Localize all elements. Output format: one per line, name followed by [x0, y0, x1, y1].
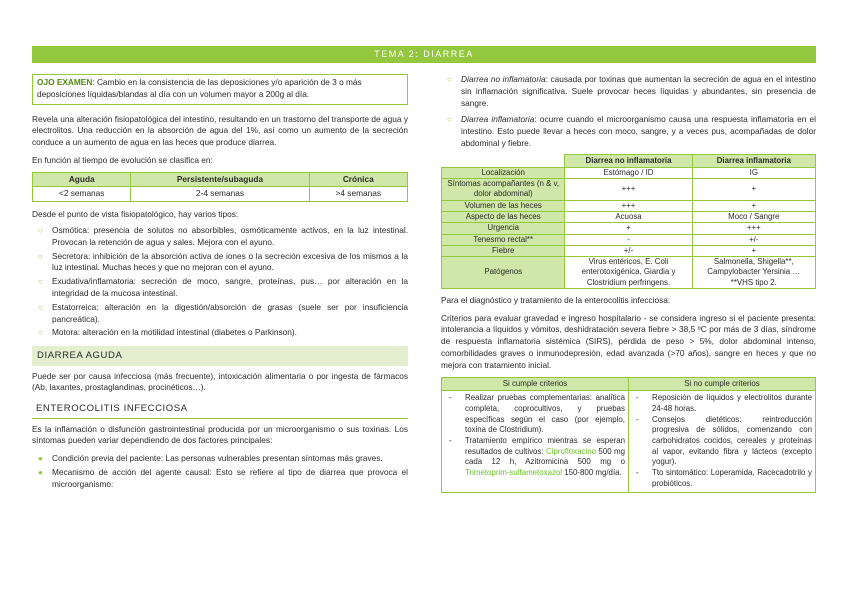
- evolution-table: [32, 172, 408, 203]
- exam-note-text: : Cambio en la consistencia de las deposiciones y/o aparición de 3 o más deposiciones líquidas/blandas al día con un volumen mayor a 200g al día.: [37, 77, 362, 99]
- list-item: ○ Motora: alteración en la motilidad intestinal (diabetes o Parkinson).: [38, 327, 297, 338]
- dash-bullet-icon: -: [636, 393, 639, 403]
- list-item: - Tratamiento empírico mientras se esperan resultados de cultivos: Ciprofloxacino 500 mg cada 12 h, Azitromicina 500 mg o Trimetoprim-sulfametoxazol 150-800 mg/día.: [449, 435, 625, 477]
- list-item: - Consejos dietéticos: reintroducción progresiva de sólidos, comenzando con carbohidratos cocidos, cereales y proteínas al vapor, evitando fibra y lácteos (excepto yogur).: [636, 414, 812, 467]
- table-row: Aspecto de las heces Acuosa Moco / Sangre: [442, 212, 816, 223]
- circle-bullet-icon: ○: [447, 115, 452, 125]
- comparison-header-noninflammatory: Diarrea no inflamatoria: [565, 154, 692, 167]
- list-item: ○ Diarrea no inflamatoria: causada por toxinas que aumentan la secreción de agua en el intestino sin inflamación significativa. Suele provocar heces líquidas y abundantes, sin presencia de sangre.: [447, 74, 816, 108]
- evolution-header-chronic: Crónica: [309, 172, 407, 187]
- exam-note-box: [32, 74, 408, 105]
- drug-tmp-smx: Trimetoprim-sulfametoxazol: [465, 467, 563, 477]
- list-item: ○ Estatorreica: alteración en la digestión/absorción de grasas (suele ser por insuficiencia pancreática).: [38, 301, 408, 324]
- evolution-header-persistent: Persistente/subaguda: [131, 172, 309, 187]
- table-row: Tenesmo rectal** - +/-: [442, 234, 816, 245]
- table-row: Volumen de las heces +++ +: [442, 200, 816, 211]
- criteria-paragraph: Criterios para evaluar gravedad e ingreso hospitalario - se considera ingreso si el paciente presenta: intolerancia a líquidos y vómitos, deshidratación severa fiebre > 38,5 ºC por más de 3 días, síndrome de respuesta inflamatoria sistémica (SIRS), pérdida de peso > 5%, dolor abdominal intenso, comorbilidades graves o inmunodepresión, edad avanzada (>70 años), sangre en heces y que no mejora con tratamiento inicial.: [441, 312, 816, 370]
- evolution-value-chronic: >4 semanas: [309, 187, 407, 202]
- list-item: ○ Exudativa/inflamatoria: secreción de moco, sangre, proteínas, pus… por alteración en la integridad de la mucosa intestinal.: [38, 276, 408, 298]
- evolution-intro: En función al tiempo de evolución se clasifica en:: [32, 154, 213, 165]
- circle-bullet-icon: ○: [38, 302, 43, 312]
- list-item: ○ Osmótica: presencia de solutos no absorbibles, osmóticamente activos, en la luz intestinal. Provocan la retención de agua y sales. Mejora con el ayuno.: [38, 225, 408, 247]
- dash-bullet-icon: -: [636, 414, 639, 424]
- list-item: - Reposición de líquidos y electrolitos durante 24-48 horas.: [636, 393, 812, 413]
- criteria-table: [441, 377, 816, 494]
- dash-bullet-icon: -: [449, 393, 452, 403]
- evolution-value-acute: <2 semanas: [33, 187, 131, 202]
- exam-note-label: OJO EXAMEN: [37, 77, 93, 87]
- factors-list: [32, 453, 408, 490]
- table-row: Síntomas acompañantes (n & v, dolor abdominal) +++ +: [442, 179, 816, 201]
- circle-bullet-icon: ○: [447, 75, 452, 84]
- dash-bullet-icon: -: [449, 435, 452, 445]
- list-item: - Realizar pruebas complementarias: analítica completa, coprocultivos, y pruebas específicas según el caso (por ejemplo, toxina de Clostridium).: [449, 393, 625, 435]
- intro-paragraph: Revela una alteración fisiopatológica del intestino, resultando en un trastorno del transporte de agua y electrolitos. Una reducción en la absorción de agua del 1%, así como un aumento de la secreción conduce a un aumento de agua en las heces que produce diarrea.: [32, 113, 408, 148]
- dash-bullet-icon: -: [636, 467, 639, 477]
- criteria-header-no: Si no cumple criterios: [629, 377, 816, 391]
- dot-bullet-icon: ●: [38, 454, 43, 464]
- enterocolitis-paragraph: Es la inflamación o disfunción gastrointestinal producida por un microorganismo o sus toxinas. Los síntomas pueden variar dependiendo de dos factores principales:: [32, 423, 408, 446]
- criteria-header-yes: Si cumple criterios: [442, 377, 629, 391]
- circle-bullet-icon: ○: [38, 277, 43, 287]
- section-heading-enterocolitis: ENTEROCOLITIS INFECCIOSA: [32, 400, 408, 418]
- physio-list: [32, 225, 408, 339]
- list-item: ● Mecanismo de acción del agente causal: Esto se refiere al tipo de diarrea que provoca el microorganismo:: [38, 466, 408, 489]
- right-column: [441, 74, 816, 493]
- table-row: Localización Estómago / ID IG: [442, 167, 816, 178]
- evolution-header-acute: Aguda: [33, 172, 131, 187]
- criteria-yes-cell: [442, 391, 629, 493]
- comparison-header-blank: [442, 154, 565, 167]
- section-heading-acute: DIARREA AGUDA: [32, 346, 408, 365]
- drug-ciprofloxacin: Ciprofloxacino: [546, 446, 596, 456]
- diagnosis-intro: Para el diagnóstico y tratamiento de la enterocolitis infecciosa:: [441, 294, 671, 305]
- diarrhea-types-list: [441, 74, 816, 150]
- table-row: Urgencia + +++: [442, 223, 816, 234]
- table-row: Fiebre +/- +: [442, 245, 816, 256]
- circle-bullet-icon: ○: [38, 226, 43, 236]
- left-column: [32, 74, 408, 498]
- evolution-value-persistent: 2-4 semanas: [131, 187, 309, 202]
- table-row: Patógenos Virus entéricos, E. Coli enterotoxigénica, Giardia y Clostridium perfringens. Salmonella, Shigella**, Campylobacter Yersinia … **VHS tipo 2.: [442, 257, 816, 289]
- circle-bullet-icon: ○: [38, 328, 43, 338]
- comparison-table: [441, 154, 816, 289]
- comparison-header-inflammatory: Diarrea inflamatoria: [692, 154, 815, 167]
- list-item: ○ Diarrea inflamatoria: ocurre cuando el microorganismo causa una respuesta inflamatoria en el intestino. Esto puede llevar a heces con moco, sangre, y a veces pus, acompañadas de dolor abdominal y fiebre.: [447, 114, 816, 148]
- list-item: - Tto sintomático: Loperamida, Racecadotrilo y probióticos.: [636, 467, 812, 488]
- list-item: ● Condición previa del paciente: Las personas vulnerables presentan síntomas más graves.: [38, 453, 383, 464]
- page-title: TEMA 2: DIARREA: [32, 46, 816, 63]
- acute-paragraph: Puede ser por causa infecciosa (más frecuente), intoxicación alimentaria o por ingesta de fármacos (Ab, laxantes, prostaglandinas, procinéticos…).: [32, 370, 408, 393]
- dot-bullet-icon: ●: [38, 467, 43, 477]
- circle-bullet-icon: ○: [38, 251, 43, 261]
- list-item: ○ Secretora: inhibición de la absorción activa de iones o la secreción excesiva de los mismos a la luz intestinal. Muchas heces y que no mejoran con el ayuno.: [38, 250, 408, 273]
- physio-intro: Desde el punto de vista fisiopatológico, hay varios tipos:: [32, 209, 239, 220]
- criteria-no-cell: [629, 391, 816, 493]
